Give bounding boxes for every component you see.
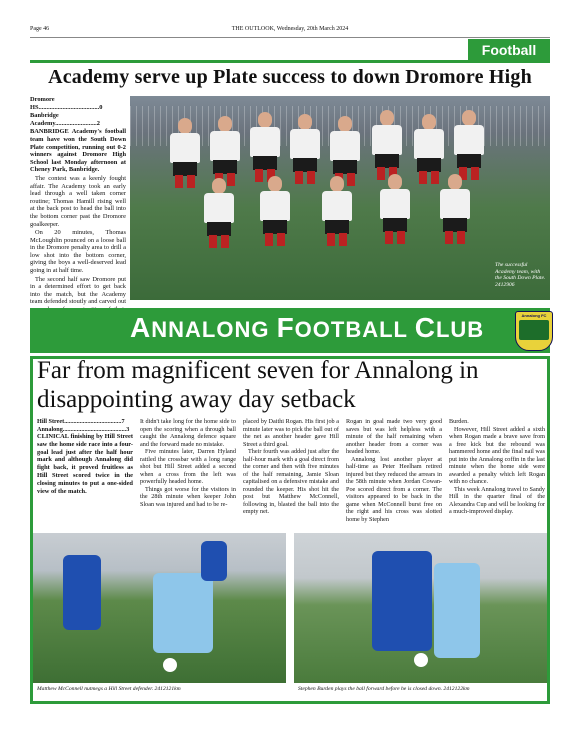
team-photo-caption: The successful Academy team, with the South Down Plate. 2412906 [495, 262, 546, 288]
article1-paragraph: The contest was a keenly fought affair. The Academy took an early lead through a well taken corner routine; Thomas Hamill rising well at the back post to head the ball into the bottom corner past the Dromore goalkeeper. [30, 174, 126, 228]
player-figure [288, 114, 322, 184]
match-photo-2-caption: Stephen Burden plays the ball forward before he is closed down. 2412122km [298, 686, 470, 692]
match-photo-1 [33, 533, 286, 683]
section-tab: Football [468, 39, 550, 62]
player-figure [202, 178, 236, 248]
article2-col2 [140, 418, 236, 508]
club-banner [30, 308, 550, 353]
player-lightblue [153, 573, 213, 653]
article2-paragraph: Annalong lost another player at half-time as Peter Heelham retired injured but they reduced the arrears in the 58th minute when Jordan Cowan-Poe scored direct from a corner. The visitors appeared to be back in the game when McConnell burst free on the right and his cross was slotted home by Stephen [346, 455, 442, 523]
article2-col1 [37, 418, 133, 495]
article2-paragraph: This week Annalong travel to Sandy Hill in the quarter final of the Alexandra Cup and will be looking for a much-improved display. [449, 485, 545, 515]
article1-lead: BANBRIDGE Academy's football team have won the South Down Plate competition, running out 0-2 winners against Dromore High School last Monday afternoon at Cheney Park, Banbridge. [30, 128, 126, 174]
player-figure [248, 112, 282, 182]
article2-lead: CLINICAL finishing by Hill Street saw the home side race into a four-goal lead just after the half hour mark and although Annalong did fight back, it proved fruitless as Hill Street scored twice in the closing minutes to put a one-sided view of the match. [37, 433, 133, 495]
article2-paragraph: Five minutes later, Darren Hyland rattled the crossbar with a long range shot but Hill Street added a second when a cross from the left was powerfully headed home. [140, 448, 236, 485]
crest-text: Annalong FC [521, 313, 547, 318]
player-figure [438, 174, 472, 244]
score-line: Banbridge Academy..........................2 [30, 112, 100, 127]
section-bar [30, 60, 550, 63]
player-lightblue [434, 563, 480, 658]
article1-paragraph: The second half saw Dromore put in a determined effort to get back into the match, but the Academy team defended stoutly and carved out [30, 275, 126, 306]
header-rule [30, 37, 550, 38]
team-photo [130, 96, 550, 300]
page-header [30, 26, 550, 36]
match-photo-2 [294, 533, 547, 683]
player-figure [168, 118, 202, 188]
player-blue [372, 551, 432, 651]
player-blue [63, 555, 101, 630]
article2-paragraph: placed by Daithi Rogan. His first job a minute later was to pick the ball out of the net as another header gave Hill Street a third goal. [243, 418, 339, 448]
score-line: Annalong.........................................3 [37, 425, 130, 433]
article2-paragraph: Their fourth was added just after the half-hour mark with a goal direct from the corner and then with five minutes of the half remaining, Jamie Sloan capitalised on a defensive mistake and rounded the keeper. His shot hit the post but Matthew McConnell, following in, blasted the ball into the empty net. [243, 448, 339, 515]
article2-col5 [449, 418, 545, 516]
player-figure [258, 176, 292, 246]
player-blue [201, 541, 227, 581]
football [414, 653, 428, 667]
article2-paragraph: However, Hill Street added a sixth when Rogan made a brave save from a free kick but the rebound was hammered home and the final nail was put into the Annalong coffin in the last minute when the home side were awarded a penalty which left Rogan with no chance. [449, 425, 545, 485]
player-figure [370, 110, 404, 180]
score-line: Hill Street.....................................7 [37, 418, 125, 425]
article2-paragraph: Rogan in goal made two very good saves but was left helpless with a minute of the half remaining when another header from a corner was headed home. [346, 418, 442, 455]
score-line: Dromore HS......................................0 [30, 96, 103, 111]
player-figure [208, 116, 242, 186]
article2-paragraph: Burden. [449, 418, 469, 425]
article2-col3 [243, 418, 339, 516]
article2-col4 [346, 418, 442, 523]
article1-headline: Academy serve up Plate success to down Dromore High [48, 66, 532, 88]
club-crest-logo [515, 311, 553, 351]
club-title: ANNALONG FOOTBALL CLUB [130, 312, 485, 343]
player-figure [320, 176, 354, 246]
page-number: Page 46 [30, 26, 50, 32]
player-figure [452, 110, 486, 180]
player-figure [378, 174, 412, 244]
match-photo-1-caption: Matthew McConnell nutmegs a Hill Street defender. 2412121km [37, 686, 181, 692]
article2-paragraph: It didn't take long for the home side to open the scoring when a through ball caught the Annalong defence square and the forward made no mistake. [140, 418, 236, 448]
masthead: THE OUTLOOK, Wednesday, 20th March 2024 [231, 26, 349, 32]
article2-headline: Far from magnificent seven for Annalong in disappointing away day setback [37, 357, 479, 413]
article1-paragraph: On 20 minutes, Thomas McLoughlin pounced on a loose ball in the Dromore penalty area to drill a low shot into the bottom corner, giving the boys a well-deserved lead going in at half time. [30, 229, 126, 275]
football [163, 658, 177, 672]
article2-paragraph: Things got worse for the visitors in the 28th minute when keeper John Sloan was injured and had to be re- [140, 485, 236, 508]
